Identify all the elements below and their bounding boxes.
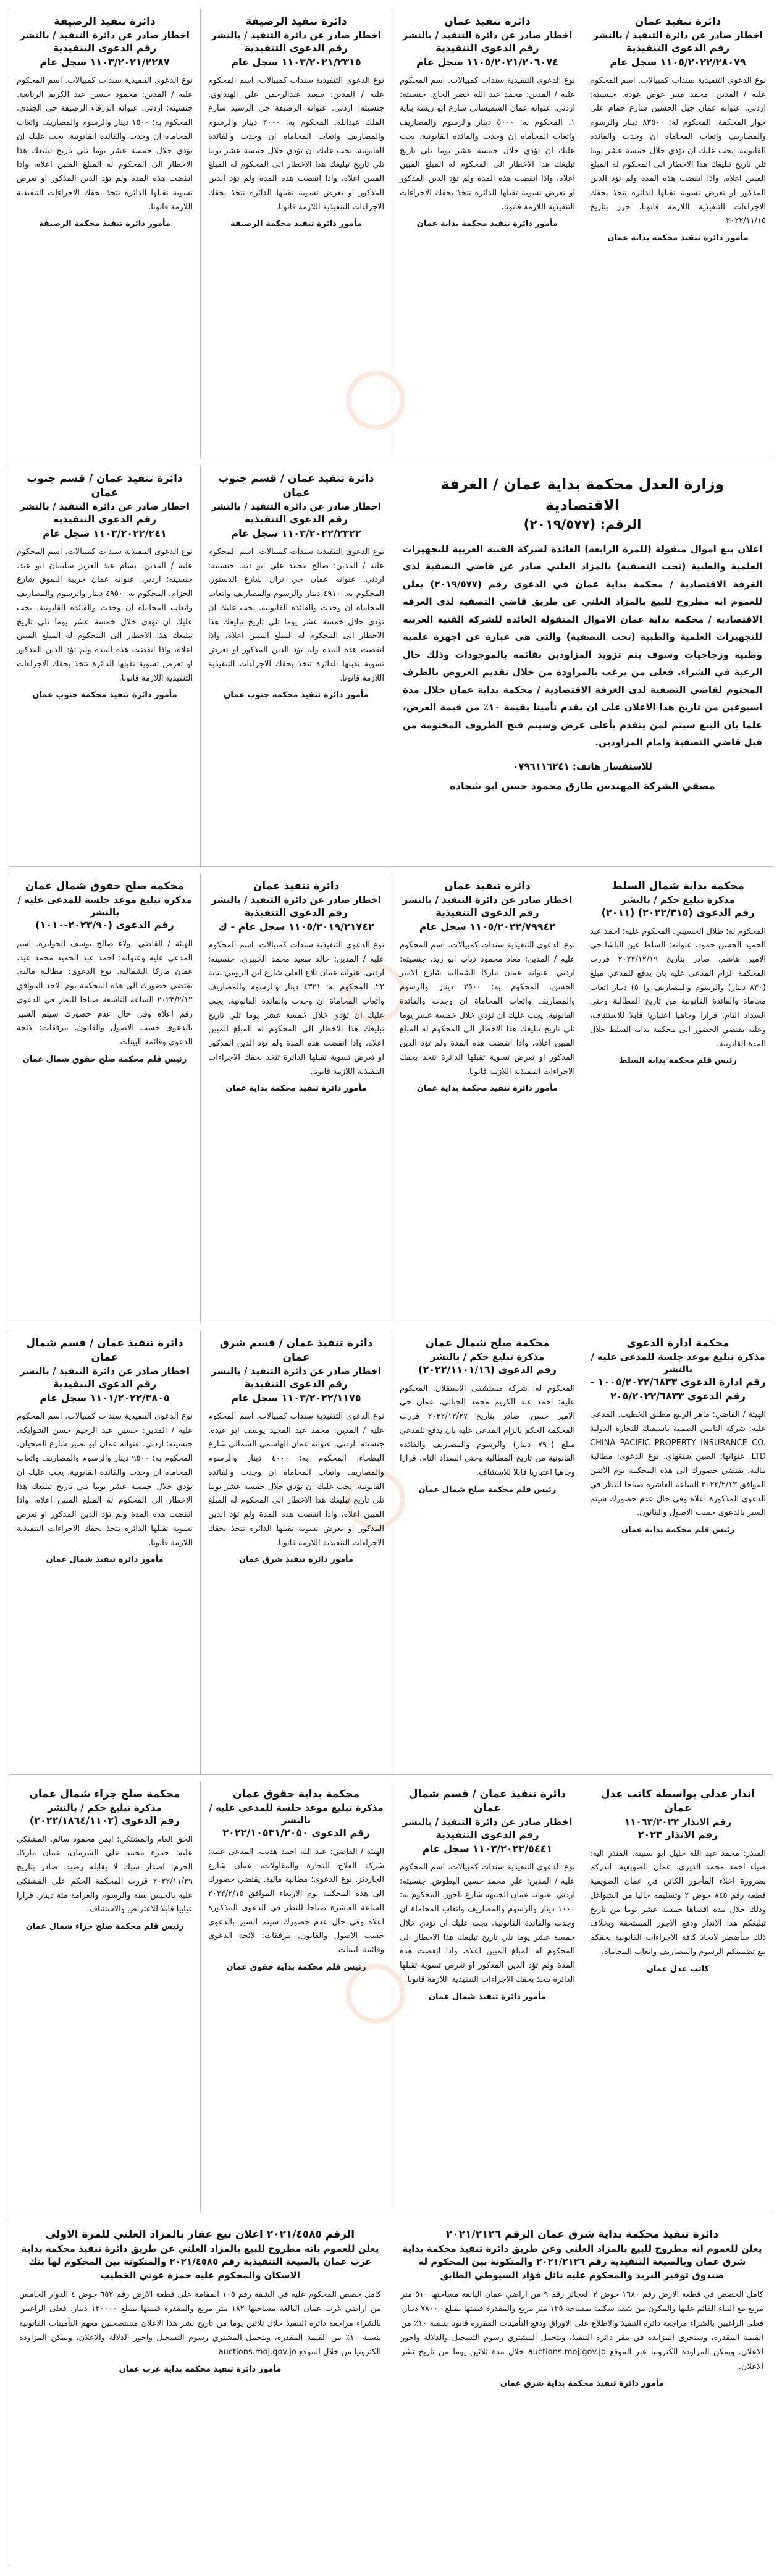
- notice-body: نوع الدعوى التنفيذية سندات كمبيالات. اسم المحكوم عليه / المدين: علي محمد حسين البطوش. جنسيته: اردني. عنوانه عمان الجبيهة شارع ياجوز. المحكوم به: ١٠٠٠ دينار والرسوم والمصاريف واتعاب المحاماة ان وجدت والفائدة القانونية. يجب عليك ان تؤدي خلال خمسة عشر يوما تلي تاريخ تبليغك هذا الاخطار الى المحكوم له المبلغ المبين اعلاه، واذا انقضت هذه المدة ولم تؤد الدين المذكور او تعرض تسوية تقبلها الدائرة تتخذ بحقك الاجراءات التنفيذية اللازمة قانونا.: [400, 1862, 575, 1984]
- notice-body: نوع الدعوى التنفيذية سندات كمبيالات. اسم المحكوم عليه / المدين: محمد عبد المجيد يوسف ابو عيده. جنسيته: اردني. عنوانه عمان الهاشمي الشمالي شارع البطحاء. المحكوم به: ٤٠٠٠ دينار والرسوم والمصاريف واتعاب المحاماة ان وجدت والفائدة القانونية. يجب عليك ان تؤدي خلال خمسة عشر يوما تلي تاريخ تبليغك هذا الاخطار الى المحكوم له المبلغ المبين اعلاه، واذا انقضت هذه المدة ولم تؤد الدين المذكور او تعرض تسوية تقبلها الدائرة تتخذ بحقك الاجراءات التنفيذية اللازمة قانونا.: [208, 1411, 385, 1548]
- notice-card: [9, 466, 200, 866]
- notices-row-2: [9, 466, 773, 867]
- notice-signature: مأمور دائرة تنفيذ محكمة بداية عمان: [416, 1084, 558, 1094]
- notice-title: دائرة تنفيذ عمان / قسم جنوب عمان: [218, 472, 374, 499]
- notices-row-4: [9, 1330, 773, 1775]
- notice-case-number: رقم الدعوى ٢٠٢٢/١٠٥٣١/٢٠٥٠: [222, 1827, 370, 1839]
- notice-subtitle: اخطار صادر عن دائرة التنفيذ / بالنشر: [20, 29, 190, 41]
- auction-notice-signature: مأمور دائرة تنفيذ محكمة بداية شرق عمان: [500, 2379, 665, 2389]
- notice-subtitle: اخطار صادر عن دائرة التنفيذ / بالنشر: [402, 894, 573, 905]
- notice-body: الهيئة / القاضي: ولاء صالح يوسف الجوابرة. اسم المدعى عليه وعنوانه: احمد عبد الحميد محمد عيد، عمان ماركا الشمالية. نوع الدعوى: مطالبة مالية. يقتضي حضورك الى هذه المحكمة يوم الاحد الموافق ٢٠٢٣/٢/١٢ الساعة التاسعة صباحا للنظر في الدعوى رقم اعلاه وفي حال عدم حضورك سيتم السير بالدعوى حسب الاصول والقانون. مرفقات: لائحة الدعوى وقائمة البينات.: [17, 939, 193, 1047]
- notice-title: دائرة تنفيذ عمان: [444, 15, 531, 28]
- notices-row-6: [9, 2220, 773, 2566]
- notice-case-number: رقم ادارة الدعوى ١٠٠٥/٢٠٢٢/٦٨٣٣ - رقم الدعوى ٢٠٥/٢٠٢٢/٦٨٣٣: [590, 1376, 766, 1402]
- auction-notice-contact: للاستفسار هاتف: ٠٧٩٦١١٦٢٤١: [513, 760, 652, 772]
- notice-subtitle: اخطار صادر عن دائرة التنفيذ / بالنشر: [211, 29, 381, 41]
- auction-notice-title: دائرة تنفيذ محكمة بداية شرق عمان الرقم ٢٠٢١/٢١٢٦: [445, 2228, 719, 2241]
- auction-notice-body: اعلان بيع اموال منقولة (للمرة الرابعة) العائدة لشركة الفنية العربية للتجهيزات العلمية والطبية (تحت التصفية) بالمزاد العلني صادر عن قاضي التصفية لدى الغرفة الاقتصادية / محكمة بداية عمان في الدعوى رقم (٢٠١٩/٥٧٧) يعلن للعموم انه مطروح للبيع بالمزاد العلني عن طريق قاضي التصفية لدى الغرفة الاقتصادية / محكمة بداية عمان الاموال المنقولة العائدة للشركة الفنية العربية للتجهيزات العلمية والطبية (تحت التصفية) والتي هي عبارة عن اجهزة علمية وطبية وزجاجيات وسوف يتم تزويد المزاودين بقائمة بالموجودات وذلك حال الرغبة في الشراء. فعلى من يرغب بالمزاودة من خلال تقديم العروض بالظرف المختوم لقاضي التصفية لدى الغرفة الاقتصادية / محكمة بداية عمان خلال مدة اسبوعين من تاريخ هذا الاعلان على ان يقدم تأمينا بقيمة ١٠٪ من قيمة العرض، علما بان البيع سيتم لمن يتقدم بأعلى عرض وسيتم فتح الظروف المختومة من قبل قاضي التصفية وامام المزاودين.: [403, 543, 762, 749]
- auction-notice-card: [9, 2220, 391, 2566]
- notice-body: المحكوم له: طلال الحسيني. المحكوم عليه: احمد عبد الحميد الحسن حمود. عنوانه: السلط عين الباشا حي الامير هاشم. صادر بتاريخ ٢٠٢٢/١٢/١٩ قررت المحكمة الزام المدعى عليه بان يدفع للمدعي مبلغ (٨٣٠ دينار) والرسوم والمصاريف و(٥٠) دينار اتعاب محاماة والفائدة القانونية من تاريخ المطالبة وحتى السداد التام. قرارا وجاهيا اعتباريا قابلا للاستئناف، وعليه يقتضي الحضور الى محكمة بداية السلط خلال المدة القانونية.: [590, 926, 766, 1049]
- notice-signature: مأمور دائرة تنفيذ محكمة جنوب عمان: [224, 690, 369, 700]
- notice-signature: رئيس قلم محكمة بداية عمان: [621, 1525, 734, 1535]
- notice-card: [9, 873, 200, 1324]
- notice-title: محكمة صلح حقوق شمال عمان: [25, 880, 185, 892]
- notice-card: [392, 9, 582, 459]
- notice-title: محكمة صلح جزاء شمال عمان: [29, 1788, 180, 1800]
- notice-body: نوع الدعوى التنفيذية سندات كمبيالات. اسم المحكوم عليه / المدين: سعيد عبدالرحمن علي الهنداوي. جنسيته: اردني. عنوانه الرصيفة حي الرشيد شارع الملك عبدالله. المحكوم به: ٢٠٠٠ دينار والرسوم والمصاريف واتعاب المحاماة ان وجدت والفائدة القانونية. يجب عليك ان تؤدي خلال خمسة عشر يوما تلي تاريخ تبليغك هذا الاخطار الى المحكوم له المبلغ المبين اعلاه، واذا انقضت هذه المدة ولم تؤد الدين المذكور او تعرض تسوية تقبلها الدائرة تتخذ بحقك الاجراءات التنفيذية اللازمة قانونا.: [208, 75, 384, 212]
- notice-subtitle: مذكرة تبليغ موعد جلسة للمدعى عليه / بالنشر: [591, 1351, 765, 1375]
- notice-card: [200, 1330, 392, 1774]
- notice-subtitle: اخطار صادر عن دائرة التنفيذ / بالنشر: [20, 1365, 190, 1377]
- notice-signature: كاتب عدل عمان: [646, 1964, 710, 1974]
- notice-case-number: رقم الدعوى التنفيذية ١١٠٣/٢٠٢١/٢٣١٥ سجل عام: [231, 42, 361, 68]
- notice-body: نوع الدعوى التنفيذية سندات كمبيالات. اسم المحكوم عليه / المدين: حسين عبد الرحيم حسن الشوابكة. جنسيته: اردني. عنوانه عمان ابو نصير شارع الضحيان. المحكوم به: ٩٥٠٠ دينار والرسوم والمصاريف واتعاب المحاماة ان وجدت والفائدة القانونية. يجب عليك ان تؤدي خلال خمسة عشر يوما تلي تاريخ تبليغك هذا الاخطار الى المحكوم له المبلغ المبين اعلاه، واذا انقضت هذه المدة ولم تؤد الدين المذكور او تعرض تسوية تقبلها الدائرة تتخذ بحقك الاجراءات التنفيذية اللازمة قانونا.: [17, 1411, 193, 1548]
- auction-notice-title: وزارة العدل محكمة بداية عمان / الغرفة الاقتصادية: [440, 476, 725, 514]
- auction-notice-body: كامل الحصص في قطعة الارض رقم ١٦٨٠ حوض ٢ العجائز رقم ٩ من اراضي عمان البالغة مساحتها ٥١٠ متر مربع مع البناء القائم عليها والمكون من شقة سكنية بمساحة ١٣٥ متر مربع والمقدرة قيمتها بمبلغ ٧٨٠٠٠ دينار. فعلى الراغبين بالشراء مراجعة دائرة التنفيذ والاطلاع على الاوراق ودفع التأمينات المقررة قانونا بنسبة ١٠٪ من القيمة المقدرة، وستجري المزايدة في مقر دائرة التنفيذ، ويتحمل المشتري رسوم التسجيل والدلالة واجور الاعلان. ويمكن المزاودة الكترونيا عبر الموقع auctions.moj.gov.jo خلال مدة ثلاثين يوما من تاريخ نشر الاعلان.: [401, 2289, 764, 2372]
- notice-title: دائرة تنفيذ الرصيفة: [54, 15, 156, 28]
- notice-body: نوع الدعوى التنفيذية سندات كمبيالات. اسم المحكوم عليه / المدين: بسام عبد العزيز سليمان ابو عيد. جنسيته: اردني. عنوانه عمان خريبة السوق شارع الحزام. المحكوم به: ٤٩٥٠ دينار والرسوم والمصاريف واتعاب المحاماة ان وجدت والفائدة القانونية. يجب عليك ان تؤدي خلال خمسة عشر يوما تلي تاريخ تبليغك هذا الاخطار الى المحكوم له المبلغ المبين اعلاه، واذا انقضت هذه المدة ولم تؤد الدين المذكور او تعرض تسوية تقبلها الدائرة تتخذ بحقك الاجراءات التنفيذية اللازمة قانونا.: [17, 547, 193, 683]
- notice-subtitle: مذكرة تبليغ موعد جلسة للمدعى عليه / بالنشر: [209, 1802, 384, 1826]
- notice-title: محكمة بداية شمال السلط: [612, 880, 744, 892]
- notice-case-number: رقم الدعوى التنفيذية ١١٠٣/٢٠٢٢/٢٣٢٢ سجل عام: [231, 513, 361, 539]
- notice-subtitle: اخطار صادر عن دائرة التنفيذ / بالنشر: [402, 29, 573, 41]
- notice-case-number: رقم الدعوى التنفيذية ١١٠٣/٢٠٢٢/٢٤١ سجل عام: [43, 513, 167, 539]
- notice-body: نوع الدعوى التنفيذية سندات كمبيالات. اسم المحكوم عليه / المدين: صالح محمد علي ابو ديه. جنسيته: اردني. عنوانه عمان حي نزال شارع الدستور. المحكوم به: ٤٩١٠ دينار والرسوم والمصاريف واتعاب المحاماة ان وجدت والفائدة القانونية. يجب عليك ان تؤدي خلال خمسة عشر يوما تلي تاريخ تبليغك هذا الاخطار الى المحكوم له المبلغ المبين اعلاه، واذا انقضت هذه المدة ولم تؤد الدين المذكور او تعرض تسوية تقبلها الدائرة تتخذ بحقك الاجراءات التنفيذية اللازمة قانونا.: [208, 547, 385, 683]
- notice-signature: مأمور دائرة تنفيذ محكمة بداية عمان: [607, 233, 749, 243]
- notice-card: [200, 9, 392, 459]
- notice-body: نوع الدعوى التنفيذية سندات كمبيالات. اسم المحكوم عليه / المدين: محمد عبد الله خضر الحاج. جنسيته: اردني. عنوانه عمان الشميساني شارع ابو ريشة بناية ١. المحكوم به: ٥٠٠٠ دينار والرسوم والمصاريف واتعاب المحاماة ان وجدت والفائدة القانونية. يجب عليك ان تؤدي خلال خمسة عشر يوما تلي تاريخ تبليغك هذا الاخطار الى المحكوم له المبلغ المبين اعلاه، واذا انقضت هذه المدة ولم تؤد الدين المذكور او تعرض تسوية تقبلها الدائرة تتخذ بحقك الاجراءات التنفيذية اللازمة قانونا.: [400, 75, 575, 212]
- auction-notice-card: [391, 2220, 773, 2566]
- notice-signature: رئيس قلم محكمة بداية السلط: [618, 1056, 738, 1066]
- notice-title: دائرة تنفيذ الرصيفة: [245, 15, 347, 28]
- notice-subtitle: مذكرة تبليغ حكم / بالنشر: [621, 894, 735, 905]
- notice-title: دائرة تنفيذ عمان: [444, 880, 531, 892]
- notice-case-number: رقم الدعوى (٢٠٢٢/١٨٦٤/١١٠٢): [29, 1815, 180, 1827]
- notice-case-number: رقم الدعوى التنفيذية ١١٠٥/٢٠٢٢/٢٨٠٧٩ سجل عام: [610, 42, 746, 68]
- auction-notice-title: الرقم ٢٠٢١/٤٥٨٥ اعلان بيع عقار بالمزاد العلني للمرة الاولى: [45, 2228, 355, 2241]
- notice-body: نوع الدعوى التنفيذية سندات كمبيالات. اسم المحكوم عليه / المدين: معاذ محمود ذياب ابو زيد. جنسيته: اردني. عنوانه عمان ماركا الشمالية شارع الامير الحسن. المحكوم به: ٢٥٠٠ دينار والرسوم والمصاريف واتعاب المحاماة ان وجدت والفائدة القانونية. يجب عليك ان تؤدي خلال خمسة عشر يوما تلي تاريخ تبليغك هذا الاخطار الى المحكوم له المبلغ المبين اعلاه، واذا انقضت هذه المدة ولم تؤد الدين المذكور او تعرض تسوية تقبلها الدائرة تتخذ بحقك الاجراءات التنفيذية اللازمة قانونا.: [400, 940, 575, 1076]
- notice-title: دائرة تنفيذ عمان / قسم جنوب عمان: [27, 472, 183, 499]
- notice-card: [582, 1781, 773, 2213]
- notice-card: [200, 466, 392, 866]
- notice-case-number: رقم الانذار ٢٠٢٣: [637, 1829, 718, 1841]
- notice-body: المحكوم له: شركة مستشفى الاستقلال. المحكوم عليه: احمد عبد الكريم محمد الجبالي، عمان حي الامير حسن. صادر بتاريخ ٢٠٢٢/١٢/٢٧ قررت المحكمة الحكم بالزام المدعى عليه بان يدفع للمدعي مبلغ (٧٩٠ دينار) والرسوم والمصاريف والفائدة القانونية من تاريخ المطالبة وحتى السداد التام. قرارا وجاهيا اعتباريا قابلا للاستئناف.: [400, 1383, 575, 1478]
- notice-case-number: رقم الدعوى التنفيذية ١١٠٣/٢٠٢١/٢٢٨٧ سجل عام: [40, 42, 170, 68]
- auction-notice-signature: مأمور دائرة تنفيذ محكمة بداية غرب عمان: [119, 2364, 282, 2374]
- notice-body: الهيئة / القاضي: عبد الله احمد هديب. المدعى عليه: شركة الفلاح للتجارة والمقاولات، عمان شارع الجاردنز. نوع الدعوى: مطالبة مالية. يقتضي حضورك الى هذه المحكمة يوم الاربعاء الموافق ٢٠٢٣/٢/١٥ الساعة العاشرة صباحا للنظر في الدعوى المذكورة اعلاه وفي حال عدم حضورك سيتم السير بالدعوى حسب الاصول والقانون. مرفقات: لائحة الدعوى وقائمة البينات.: [208, 1847, 384, 1955]
- notice-title: محكمة بداية حقوق عمان: [232, 1788, 360, 1800]
- notice-body: نوع الدعوى التنفيذية سندات كمبيالات. اسم المحكوم عليه / المدين: محمد منير عوض عوده. جنسيته: اردني. عنوانه عمان جبل الحسين شارع حمام علي جوار المحكمة. المحكوم له: ٨٣٥٠٠ دينار والرسوم والمصاريف واتعاب المحاماة ان وجدت والفائدة القانونية. يجب عليك ان تؤدي خلال خمسة عشر يوما تلي تاريخ تبليغك هذا الاخطار الى المحكوم له المبلغ المبين اعلاه، واذا انقضت هذه المدة ولم تؤد الدين المذكور او تعرض تسوية تقبلها الدائرة تتخذ بحقك الاجراءات التنفيذية اللازمة قانونا. حرر بتاريخ ٢٠٢٢/١١/١٥: [590, 75, 766, 226]
- notice-body: نوع الدعوى التنفيذية سندات كمبيالات. اسم المحكوم عليه / المدين: محمود حسين عبد الكريم الربابعة. جنسيته: اردني. عنوانه الزرقاء الرصيفة حي الجندي. المحكوم به: ١٥٠٠ دينار والرسوم والمصاريف واتعاب المحاماة ان وجدت والفائدة القانونية. يجب عليك ان تؤدي خلال خمسة عشر يوما تلي تاريخ تبليغك هذا الاخطار الى المحكوم له المبلغ المبين اعلاه، واذا انقضت هذه المدة ولم تؤد الدين المذكور او تعرض تسوية تقبلها الدائرة تتخذ بحقك الاجراءات التنفيذية اللازمة قانونا.: [17, 75, 193, 212]
- notice-signature: مأمور دائرة تنفيذ محكمة الرصيفة: [230, 219, 362, 229]
- auction-notice-body: كامل حصص المحكوم عليه في الشقة رقم ١٠٥ المقامة على قطعة الارض رقم ٦٥٢ حوض ٤ الدوار الخامس من اراضي غرب عمان البالغة مساحتها ١٨٢ متر مربع والمقدرة قيمتها بمبلغ ١٢٠٠٠٠ دينار. فعلى الراغبين بالشراء مراجعة دائرة التنفيذ خلال ثلاثين يوما من تاريخ نشر هذا الاعلان مستصحبين معهم التأمينات القانونية بنسبة ١٠٪ من القيمة المقدرة، ويتحمل المشتري رسوم التسجيل واجور الدلالة والاعلان، ويمكن المزاودة الكترونيا من خلال الموقع auctions.moj.gov.jo: [19, 2289, 381, 2357]
- notice-subtitle: اخطار صادر عن دائرة التنفيذ / بالنشر: [211, 894, 381, 905]
- notice-body: الحق العام والمشتكي: ايمن محمود سالم. المشتكى عليه: حمزة محمد علي الشرمان، عمان ماركا. الجرم: اصدار شيك لا يقابله رصيد. صادر بتاريخ ٢٠٢٢/١١/٢٩ قررت المحكمة الحكم على المشتكى عليه بالحبس سنة والرسوم والغرامة مئة دينار، قرارا غيابيا قابلا للاعتراض والاستئناف.: [17, 1834, 193, 1915]
- notice-signature: رئيس قلم محكمة صلح شمال عمان: [418, 1485, 557, 1495]
- notice-case-number: رقم الدعوى التنفيذية ١١٠٥/٢٠١٩/٢١٧٤٢ سجل عام - ك: [218, 907, 374, 933]
- notice-card: [200, 1781, 392, 2213]
- notices-row-1: [9, 9, 773, 459]
- notice-card: [9, 9, 200, 459]
- notice-title: محكمة صلح شمال عمان: [425, 1337, 550, 1349]
- notice-title: دائرة تنفيذ عمان: [634, 15, 721, 28]
- notice-signature: مأمور دائرة تنفيذ محكمة بداية عمان: [225, 1084, 367, 1094]
- notice-subtitle: مذكرة تبليغ موعد جلسة للمدعى عليه / بالنشر: [17, 894, 192, 918]
- notice-title: محكمة ادارة الدعوى: [626, 1337, 729, 1349]
- notice-card: [392, 1330, 582, 1774]
- auction-notice-intro: يعلن للعموم انه مطروح للبيع بالمزاد العلني وعن طريق دائرة تنفيذ محكمة بداية شرق عمان وبالصيغة التنفيذية رقم ٢٠٢١/٢١٢٦ والمتكونة بين المحكوم له صندوق توفير البريد والمحكوم عليه نائل فؤاد السيوطي الطابق: [402, 2242, 762, 2281]
- notice-signature: مأمور دائرة تنفيذ شمال عمان: [428, 1992, 547, 2002]
- notice-signature: مأمور دائرة تنفيذ محكمة جنوب عمان: [32, 690, 177, 700]
- auction-notice-number: الرقم: (٢٠١٩/٥٧٧): [523, 517, 642, 532]
- notice-subtitle: رقم الانذار ١١٠٦٣/٢٠٢٢: [624, 1816, 731, 1827]
- notice-subtitle: اخطار صادر عن دائرة التنفيذ / بالنشر: [211, 500, 381, 512]
- notice-title: دائرة تنفيذ عمان / قسم شرق عمان: [219, 1337, 373, 1364]
- auction-notice-intro: يعلن للعموم بانه مطروح للبيع بالمزاد العلني عن طريق دائرة تنفيذ محكمة بداية غرب عمان بالصيغة التنفيذية رقم ٢٠٢١/٤٥٨٥ والمتكونة بين المحكوم لها بنك الاسكان والمحكوم عليه حمزة عوني الخطيب: [21, 2242, 379, 2281]
- notice-signature: مأمور دائرة تنفيذ شرق عمان: [239, 1555, 353, 1565]
- notice-subtitle: اخطار صادر عن دائرة التنفيذ / بالنشر: [20, 500, 190, 512]
- notice-subtitle: اخطار صادر عن دائرة التنفيذ / بالنشر: [402, 1816, 573, 1827]
- notice-title: دائرة تنفيذ عمان / قسم شمال عمان: [408, 1788, 566, 1815]
- notice-title: انذار عدلي بواسطة كاتب عدل عمان: [600, 1788, 755, 1815]
- notice-title: دائرة تنفيذ عمان: [253, 880, 340, 892]
- notice-card: [392, 873, 582, 1324]
- notice-signature: مأمور دائرة تنفيذ شمال عمان: [46, 1555, 164, 1565]
- notice-signature: رئيس قلم محكمة صلح جزاء شمال عمان: [25, 1922, 184, 1932]
- notice-case-number: رقم الدعوى التنفيذية ١١٠٣/٢٠٢٢/١١٧٥ سجل عام: [231, 1378, 361, 1404]
- notice-title: دائرة تنفيذ عمان / قسم شمال عمان: [26, 1337, 183, 1364]
- notices-row-3: [9, 873, 773, 1324]
- notice-case-number: رقم الدعوى التنفيذية ١١٠٥/٢٠٢١/٢٠٦٠٧٤ سجل عام: [416, 42, 558, 68]
- notice-case-number: رقم الدعوى التنفيذية ١١٠٥/٢٠٢٢/٧٩٩٤٢ سجل عام: [419, 907, 555, 933]
- notice-body: نوع الدعوى التنفيذية سندات كمبيالات. اسم المحكوم عليه / المدين: خالد سعيد محمد الخبيري. جنسيته: اردني. عنوانه عمان تلاع العلي شارع ابن الرومي بناية ٢٢. المحكوم به: ٤٣٢١ دينار والرسوم والمصاريف واتعاب المحاماة ان وجدت والفائدة القانونية. يجب عليك ان تؤدي خلال خمسة عشر يوما تلي تاريخ تبليغك هذا الاخطار الى المحكوم له المبلغ المبين اعلاه، واذا انقضت هذه المدة ولم تؤد الدين المذكور او تعرض تسوية تقبلها الدائرة تتخذ بحقك الاجراءات التنفيذية اللازمة قانونا.: [208, 940, 384, 1076]
- notice-card: [582, 1330, 773, 1774]
- notice-subtitle: اخطار صادر عن دائرة التنفيذ / بالنشر: [593, 29, 763, 41]
- notice-body: المنذر: محمد عبد الله خليل ابو سنينة. المنذر اليه: ضياء احمد محمد الديري، عمان الصويفية. انذركم بضرورة اخلاء المأجور الكائن في عمان الصويفية قطعة رقم ٨٤٥ حوض ٢ وتسليمه خاليا من الشواغل وذلك خلال مدة اقصاها خمسة عشر يوما من تاريخ تبليغكم هذا الانذار ودفع الاجور المستحقة وبخلاف ذلك سأضطر لاتخاذ كافة الاجراءات القانونية بحقكم مع تضمينكم الرسوم والمصاريف واتعاب المحاماة.: [590, 1848, 767, 1957]
- notice-card: [582, 9, 773, 459]
- notice-card: [582, 873, 773, 1324]
- notice-card: [200, 873, 392, 1324]
- notice-case-number: رقم الدعوى (٢٠٢٢/١١٠١/١٦): [418, 1364, 557, 1376]
- notice-signature: مأمور دائرة تنفيذ محكمة بداية عمان: [416, 219, 558, 229]
- notice-signature: مأمور دائرة تنفيذ محكمة الرصيفة: [39, 219, 170, 229]
- notice-signature: رئيس قلم محكمة بداية حقوق عمان: [226, 1962, 366, 1972]
- notice-body: الهيئة / القاضي: ماهر الربيع مطلق الخطيب. المدعى عليه: شركة التامين الصينية باسيفيك للتجارة الدولية CHINA PACIFIC PROPERTY INSURANCE CO. LTD. عنوانها: الصين شنغهاي. نوع الدعوى: مطالبة مالية. يقتضي حضورك الى هذه المحكمة يوم الاثنين الموافق ٢٠٢٣/٢/١٣ الساعة العاشرة صباحا للنظر في الدعوى المذكورة اعلاه وفي حال عدم حضورك سيتم السير بالدعوى حسب الاصول والقانون.: [590, 1410, 766, 1518]
- notice-case-number: رقم الدعوى (٢٠٢٣/٩٠-١٠١٠): [35, 919, 174, 931]
- notice-case-number: رقم الدعوى (٢٠٢٢/٣١٥) (٢٠١١): [601, 907, 755, 919]
- notice-card: [392, 1781, 582, 2213]
- auction-notice-card: [392, 466, 773, 866]
- notice-signature: رئيس قلم محكمة صلح حقوق شمال عمان: [22, 1054, 187, 1064]
- notice-card: [9, 1330, 200, 1774]
- notice-subtitle: اخطار صادر عن دائرة التنفيذ / بالنشر: [211, 1365, 381, 1377]
- notice-subtitle: مذكرة تبليغ حكم / بالنشر: [48, 1802, 162, 1813]
- notice-case-number: رقم الدعوى التنفيذية ١١٠١/٢٠٢٢/٣٨٠٥ سجل عام: [40, 1378, 170, 1404]
- notices-row-5: [9, 1781, 773, 2213]
- notice-subtitle: مذكرة تبليغ حكم / بالنشر: [430, 1351, 545, 1362]
- notice-case-number: رقم الدعوى التنفيذية ١١٠٣/٢٠٢٢/٥٤٤١ سجل عام: [422, 1829, 553, 1855]
- notice-card: [9, 1781, 200, 2213]
- auction-notice-signature: مصفي الشركة المهندس طارق محمود حسن ابو شجاده: [450, 780, 715, 792]
